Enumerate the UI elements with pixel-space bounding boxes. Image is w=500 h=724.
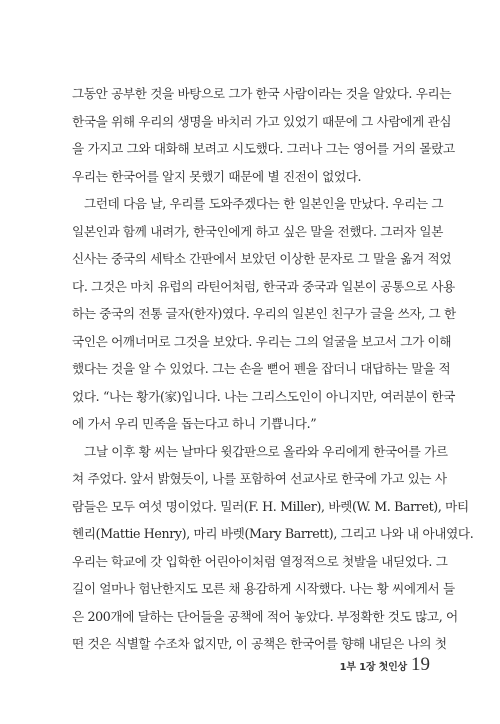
text-line: 을 가지고 그와 대화해 보려고 시도했다. 그러나 그는 영어를 거의 몰랐고 — [72, 141, 455, 156]
page-number: 19 — [411, 654, 430, 675]
text-line: 한국을 위해 우리의 생명을 바치러 가고 있었기 때문에 그 사람에게 관심 — [72, 113, 452, 129]
text-line: 쳐 주었다. 앞서 밝혔듯이, 나를 포함하여 선교사로 한국에 가고 있는 사 — [72, 471, 447, 486]
text-line: 길이 얼마나 험난한지도 모른 채 용감하게 시작했다. 나는 황 씨에게서 들 — [72, 581, 455, 596]
text-line: 일본인과 함께 내려가, 한국인에게 하고 싶은 말을 전했다. 그러자 일본 — [72, 223, 444, 239]
text-line: 그런데 다음 날, 우리를 도와주겠다는 한 일본인을 만났다. 우리는 그 — [84, 196, 444, 211]
text-line: 었다. “나는 황가(家)입니다. 나는 그리스도인이 아니지만, 여러분이 한국 — [72, 388, 456, 404]
body-text — [72, 80, 474, 658]
text-line: 그날 이후 황 씨는 날마다 윗갑판으로 올라와 우리에게 한국어를 가르 — [84, 443, 448, 459]
running-head: 1부 1장 첫인상 — [339, 662, 407, 673]
text-line: 우리는 학교에 갓 입학한 어린아이처럼 열정적으로 첫발을 내딛었다. 그 — [72, 553, 448, 569]
text-line: 했다는 것을 알 수 있었다. 그는 손을 뻗어 펜을 잡더니 대답하는 말을 적 — [72, 361, 451, 376]
text-line: 하는 중국의 전통 글자(한자)였다. 우리의 일본인 친구가 글을 쓰자, 그 한 — [72, 306, 456, 321]
paragraph — [72, 80, 455, 190]
page-footer — [340, 654, 430, 676]
text-line: 그동안 공부한 것을 바탕으로 그가 한국 사람이라는 것을 알았다. 우리는 — [72, 86, 452, 101]
text-line: 다. 그것은 마치 유럽의 라틴어처럼, 한국과 중국과 일본이 공통으로 사용 — [72, 278, 455, 294]
text-line: 람들은 모두 여섯 명이었다. 밀러(F. H. Miller), 바렛(W. M. Barret), 마티 — [72, 498, 469, 514]
paragraph — [72, 190, 456, 438]
text-line: 에 가서 우리 민족을 돕는다고 하니 기쁩니다.” — [72, 416, 317, 431]
text-line: 헨리(Mattie Henry), 마리 바렛(Mary Barrett), 그리고 나와 내 아내였다. — [72, 526, 474, 541]
text-line: 떤 것은 식별할 수조차 없지만, 이 공책은 한국어를 향해 내딛은 나의 첫 — [72, 636, 447, 651]
text-line: 국인은 어깨너머로 그것을 보았다. 우리는 그의 얼굴을 보고서 그가 이해 — [72, 333, 452, 349]
text-line: 은 200개에 달하는 단어들을 공책에 적어 놓았다. 부정확한 것도 많고, 어 — [72, 608, 458, 624]
text-line: 우리는 한국어를 알지 못했기 때문에 별 진전이 없었다. — [72, 168, 362, 184]
paragraph — [72, 438, 474, 658]
text-line: 신사는 중국의 세탁소 간판에서 보았던 이상한 문자로 그 말을 옮겨 적었 — [72, 251, 452, 266]
